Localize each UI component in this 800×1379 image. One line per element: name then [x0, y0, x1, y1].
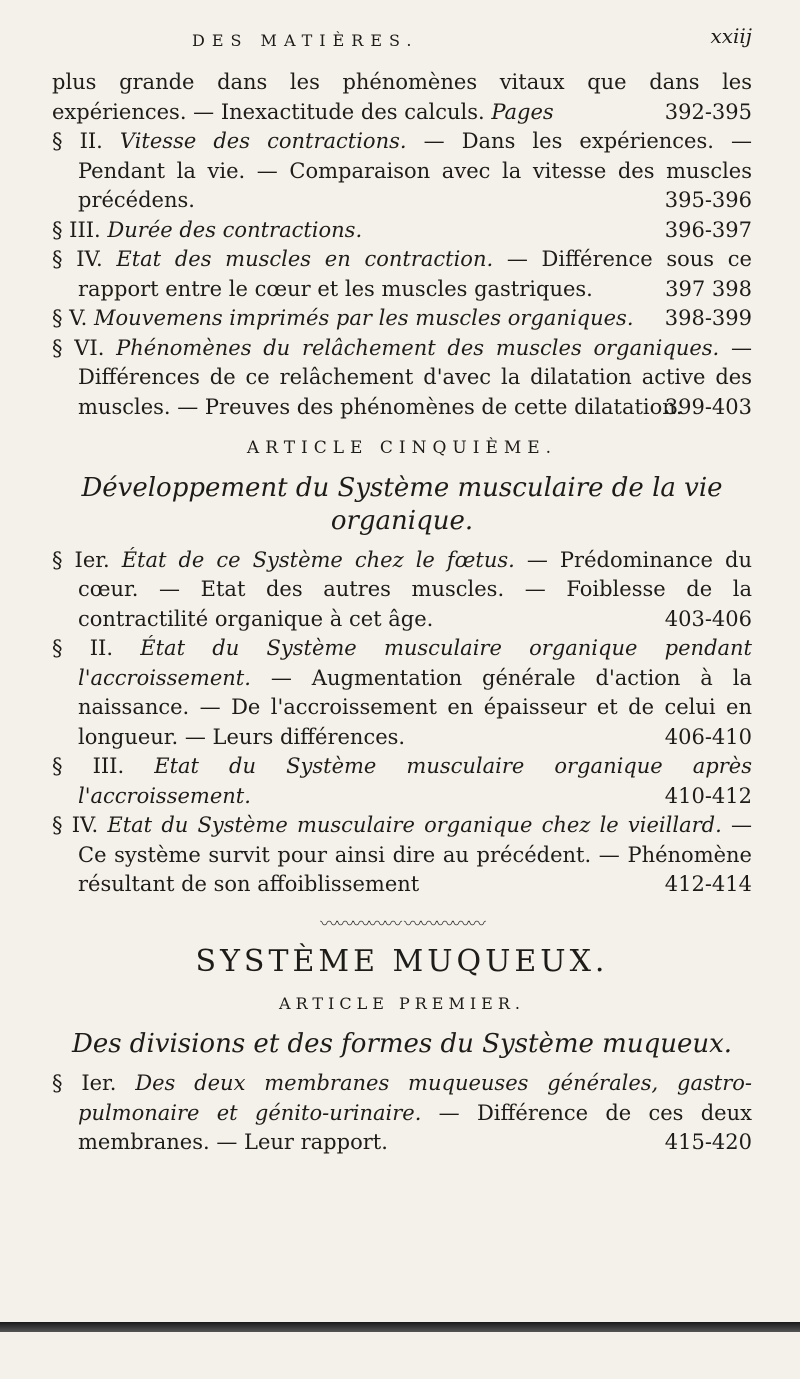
entry-title: Etat des muscles en contraction. [116, 247, 494, 271]
entry-text: — Dans les expériences. — Pendant la vie. — Comparaison avec la vitesse des muscles précédens. [78, 129, 752, 212]
entry-pages-label: Pages [491, 99, 554, 124]
index-entry [52, 811, 752, 900]
entries-section-1 [52, 68, 752, 422]
entry-text: — Différence de ces deux membranes. — Leur rapport. [78, 1100, 752, 1154]
entry-page-range: 403-406 [664, 606, 752, 631]
entry-title: État de ce Système chez le fœtus. [121, 547, 515, 572]
index-entry [52, 127, 752, 216]
entry-page-range: 415-420 [664, 1130, 752, 1154]
entry-page-range: 395-396 [664, 188, 752, 212]
article-title: Développement du Système musculaire de la vie organique. [81, 472, 723, 536]
page-number: xxiij [710, 24, 752, 48]
section-number: § II. [52, 129, 120, 153]
entry-text: plus grande dans les phénomènes vitaux que dans les expériences. — Inexactitude des calculs. [52, 70, 752, 124]
index-entry [52, 752, 752, 811]
running-title: DES MATIÈRES. [192, 31, 419, 50]
section-number: § V. [52, 306, 95, 330]
index-entry [52, 245, 752, 304]
entry-text: — Ce système survit pour ainsi dire au précédent. — Phénomène résultant de son affoiblissement [78, 813, 752, 896]
section-number: § III. [52, 754, 155, 778]
entry-page-range: 410-412 [664, 783, 752, 808]
index-entry [52, 1069, 752, 1158]
entry-page-range: 398-399 [664, 306, 752, 330]
index-entry [52, 68, 752, 127]
entry-title: Durée des contractions. [107, 217, 363, 242]
entry-page-range: 412-414 [664, 872, 752, 896]
section-number: § III. [52, 217, 108, 242]
entry-page-range: 392-395 [664, 99, 752, 124]
entry-title: Phénomènes du relâchement des muscles organiques. [116, 335, 720, 360]
section-number: § Ier. [52, 547, 122, 572]
section-number: § II. [52, 636, 141, 660]
entry-title: Des deux membranes muqueuses générales, gastro-pulmonaire et génito-urinaire. [78, 1071, 752, 1125]
entry-page-range: 406-410 [664, 724, 752, 749]
entry-page-range: 399-403 [664, 394, 752, 419]
entries-section-3 [52, 1069, 752, 1158]
entry-text: — Différence sous ce rapport entre le cœur et les muscles gastriques. [78, 247, 752, 301]
entries-section-2 [52, 546, 752, 900]
index-entry [52, 304, 752, 334]
entry-title: Etat du Système musculaire organique après l'accroissement. [78, 754, 752, 808]
entry-title: Mouvemens imprimés par les muscles organiques. [94, 306, 634, 330]
article-title: Des divisions et des formes du Système muqueux. [71, 1029, 733, 1059]
index-entry [52, 546, 752, 635]
system-title: SYSTÈME MUQUEUX. [195, 944, 609, 979]
article-heading: ARTICLE PREMIER. [279, 993, 525, 1013]
index-page [52, 22, 752, 1158]
index-entry [52, 334, 752, 423]
entry-title: État du Système musculaire organique pendant l'accroissement. [78, 636, 752, 690]
ornament-divider: 〰〰〰〰〰 〰〰〰〰〰 [320, 913, 484, 935]
section-number: § IV. [52, 247, 117, 271]
entry-title: Vitesse des contractions. [119, 129, 407, 153]
entry-page-range: 397 398 [665, 276, 752, 301]
index-entry [52, 216, 752, 246]
page-header [52, 22, 752, 68]
entry-text: — Différences de ce relâchement d'avec la dilatation active des muscles. — Preuves des phénomènes de cette dilatation. [78, 335, 752, 419]
entry-text: — Augmentation générale d'action à la naissance. — De l'accroissement en épaisseur et de celui en longueur. — Leurs différences. [78, 665, 752, 749]
index-entry [52, 634, 752, 752]
section-number: § IV. [52, 813, 108, 837]
section-number: § Ier. [52, 1071, 136, 1095]
section-number: § VI. [52, 335, 117, 360]
entry-text: — Prédominance du cœur. — Etat des autres muscles. — Foiblesse de la contractilité organique à cet âge. [78, 547, 752, 631]
page-bottom-edge [0, 1322, 800, 1332]
entry-title: Etat du Système musculaire organique chez le vieillard. [107, 813, 722, 837]
article-heading: ARTICLE CINQUIÈME. [246, 438, 558, 458]
entry-page-range: 396-397 [664, 217, 752, 242]
